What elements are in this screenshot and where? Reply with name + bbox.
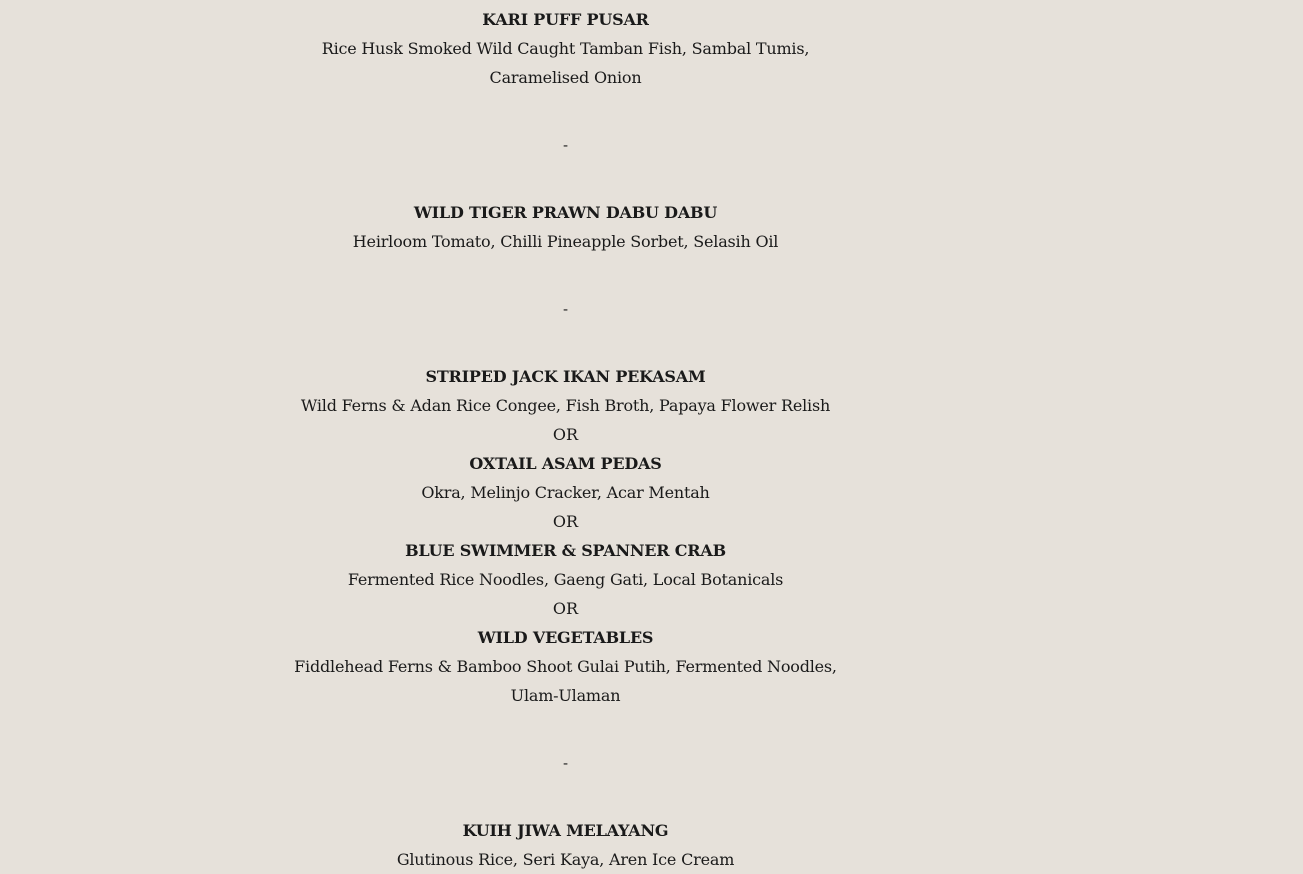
- course-wild-tiger-prawn: [0, 198, 1131, 256]
- course-main-options: [0, 362, 1131, 710]
- dish-name: OXTAIL ASAM PEDAS: [469, 454, 662, 473]
- dish-name: KUIH JIWA MELAYANG: [462, 821, 669, 840]
- dish-name: WILD VEGETABLES: [477, 628, 654, 647]
- course-separator: -: [562, 754, 569, 772]
- dish-description: Caramelised Onion: [489, 68, 642, 87]
- course-separator: -: [562, 136, 569, 154]
- tasting-menu: [0, 5, 1131, 874]
- course-separator: -: [562, 300, 569, 318]
- dish-description: Heirloom Tomato, Chilli Pineapple Sorbet, Selasih Oil: [352, 232, 779, 251]
- dish-name: BLUE SWIMMER & SPANNER CRAB: [405, 541, 726, 560]
- dish-description: Wild Ferns & Adan Rice Congee, Fish Broth, Papaya Flower Relish: [300, 396, 831, 415]
- or-divider: OR: [552, 425, 579, 444]
- dish-name: KARI PUFF PUSAR: [482, 10, 649, 29]
- dish-description: Fiddlehead Ferns & Bamboo Shoot Gulai Putih, Fermented Noodles,: [294, 657, 837, 676]
- or-divider: OR: [552, 599, 579, 618]
- or-divider: OR: [552, 512, 579, 531]
- dish-description: Glutinous Rice, Seri Kaya, Aren Ice Cream: [396, 850, 735, 869]
- dish-description: Rice Husk Smoked Wild Caught Tamban Fish, Sambal Tumis,: [321, 39, 810, 58]
- dish-name: WILD TIGER PRAWN DABU DABU: [413, 203, 718, 222]
- dish-description: Okra, Melinjo Cracker, Acar Mentah: [421, 483, 710, 502]
- dish-description: Fermented Rice Noodles, Gaeng Gati, Local Botanicals: [347, 570, 784, 589]
- dish-name: STRIPED JACK IKAN PEKASAM: [425, 367, 706, 386]
- course-kari-puff-pusar: [0, 5, 1131, 92]
- dish-description: Ulam-Ulaman: [510, 686, 621, 705]
- course-kuih-jiwa-melayang: [0, 816, 1131, 874]
